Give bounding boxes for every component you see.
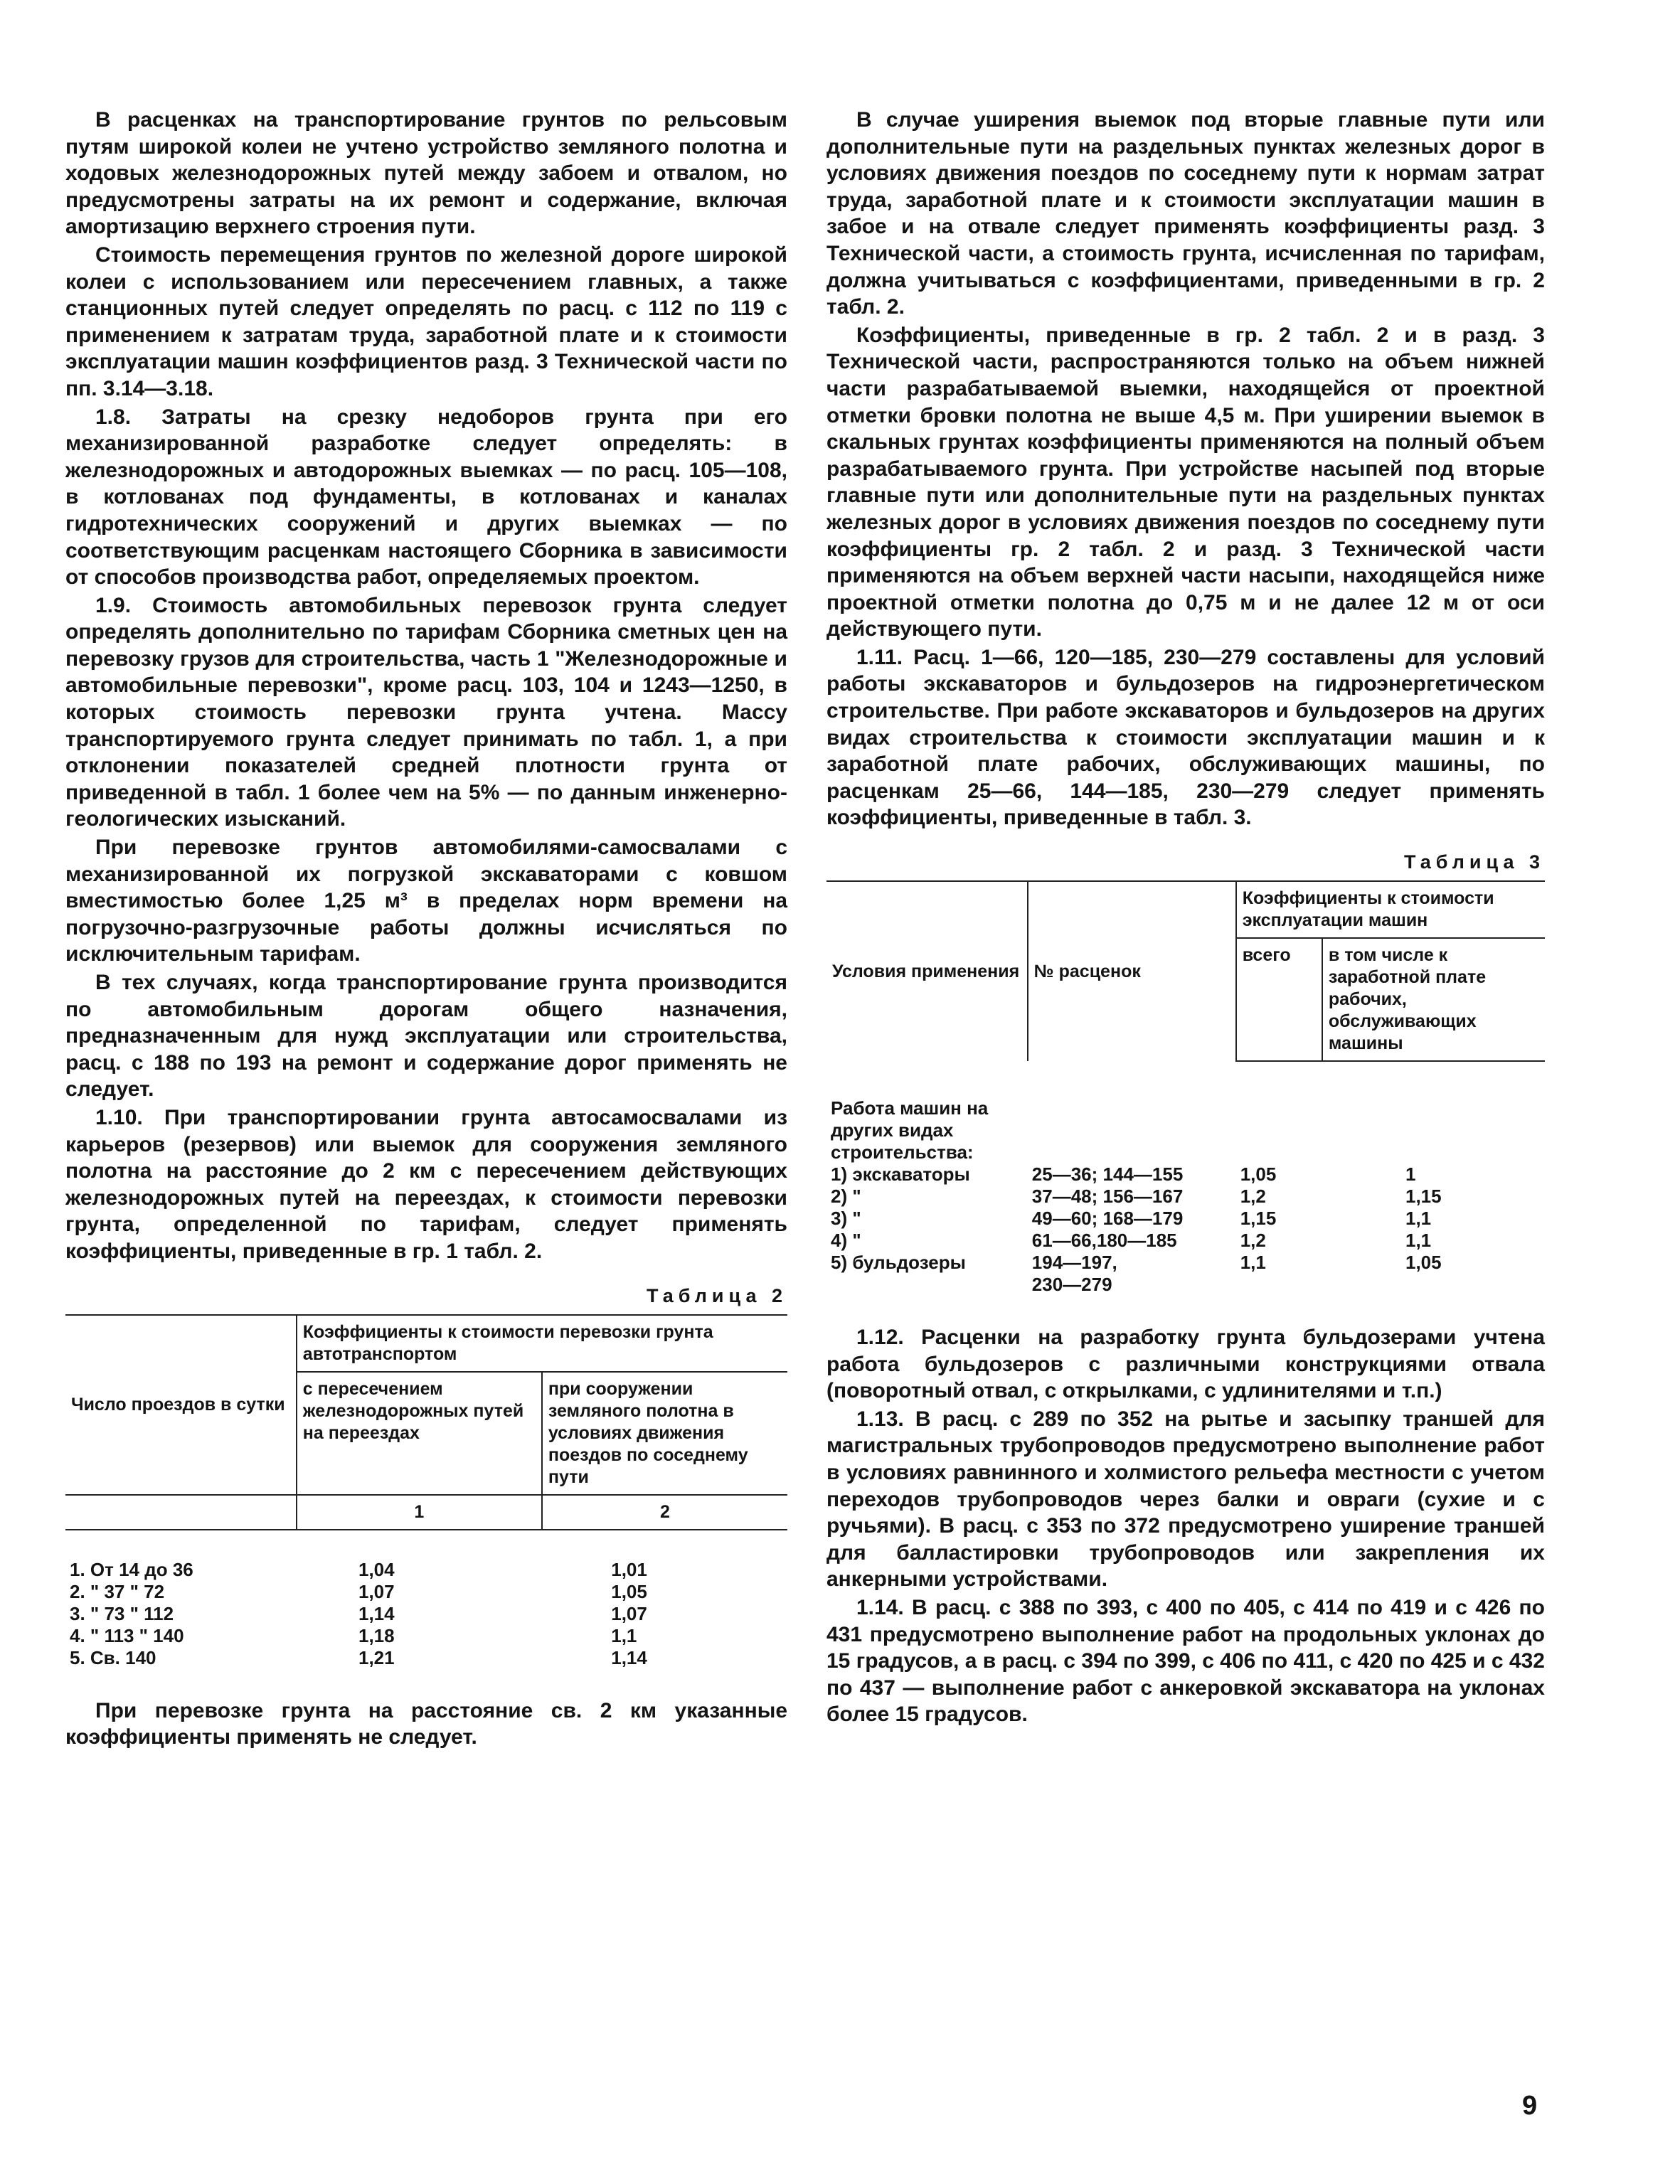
paragraph: При перевозке грунта на расстояние св. 2 км указанные коэффициенты применять не следует. [65, 1698, 787, 1749]
table-row: 3) " 49—60; 168—179 1,15 1,1 [831, 1208, 1432, 1230]
paragraph-1-13 [826, 1406, 1545, 1593]
clause-number: 1.8. [95, 405, 132, 429]
paragraph-1-9 [65, 592, 787, 833]
left-column [65, 107, 787, 1752]
paragraph-1-11 [826, 644, 1545, 831]
clause-text: Стоимость автомобильных перевозок грунта следует определять дополнительно по тарифам Сборника сметных цен на перевозку грузов для строительства, часть 1 "Железнодорожные и автомобильные перевозки", кроме расц. 103, 104 и 1243—1250, в которых стоимость перевозки грунта учтена. Массу транспортируемого грунта следует принимать по табл. 1, а при отклонении показателей средней плотности грунта от приведенной в табл. 1 более чем на 5% — по данным инженерно-геологических изысканий. [65, 593, 787, 831]
table3-header-nums: № расценок [1028, 881, 1236, 1061]
paragraph: Коэффициенты, приведенные в гр. 2 табл. 2 и в разд. 3 Технической части, распространяются только на объем нижней части разрабатываемой выемки, находящейся от проектной отметки бровки полотна не выше 4,5 м. При уширении выемок в скальных грунтах коэффициенты применяются на полный объем разрабатываемого грунта. При устройстве насыпей под вторые главные пути или дополнительные пути на раздельных пунктах железных дорог в условиях движения поездов по соседнему пути коэффициенты гр. 2 табл. 2 и разд. 3 Технической части применяются на объем верхней части насыпи, находящейся ниже проектной отметки полотна до 0,75 м и не далее 12 м от оси действующего пути. [826, 323, 1545, 641]
clause-text: При транспортировании грунта автосамосвалами из карьеров (резервов) или выемок для сооружения земляного полотна на расстояние до 2 км с пересечением действующих железнодорожных путей на переездах, к стоимости перевозки грунта, определенной по тарифам, следует применять коэффициенты, приведенные в гр. 1 табл. 2. [65, 1105, 788, 1263]
table-row: 4) " 61—66,180—185 1,2 1,1 [831, 1230, 1432, 1252]
clause-text: Расценки на разработку грунта бульдозерами учтена работа бульдозеров с различными конструкциями отвала (поворотный отвал, с открылками, с удлинителями и т.п.) [826, 1326, 1545, 1403]
clause-text: Расц. 1—66, 120—185, 230—279 составлены для условий работы экскаваторов и бульдозеров на гидроэнергетическом строительстве. При работе экскаваторов и бульдозеров на других видах строительства к стоимости эксплуатации машин и к заработной плате рабочих, обслуживающих машины, по расценкам 25—66, 144—185, 230—279 следует применять коэффициенты, приведенные в табл. 3. [826, 645, 1545, 830]
table-row: 1) экскаваторы 25—36; 144—155 1,05 1 [831, 1163, 1416, 1186]
table2-body [65, 1559, 787, 1669]
clause-text: В расц. с 289 по 352 на рытье и засыпку траншей для магистральных трубопроводов предусмотрено выполнение работ в условиях равнинного и холмистого рельефа местности с учетом переходов трубопроводов через балки и овраги (сухие и с ручьями). В расц. с 353 по 372 предусмотрено уширение траншей для балластировки трубопроводов или закрепления их анкерными устройствами. [826, 1407, 1545, 1592]
paragraph: В тех случаях, когда транспортирование грунта производится по автомобильным дорогам общего назначения, предназначенным для нужд эксплуатации или строительства, расц. с 188 по 193 на ремонт и содержание дорог применять не следует. [65, 971, 787, 1102]
paragraph-1-8 [65, 404, 787, 591]
table-row: 2. " 37 " 72 1,07 1,05 [70, 1580, 647, 1602]
clause-number: 1.11. [856, 645, 903, 669]
table3-header-incl: в том числе к заработной плате рабочих, обслуживающих машины [1322, 938, 1545, 1061]
clause-number: 1.14. [856, 1595, 904, 1619]
table2-col-number-1: 1 [297, 1495, 542, 1530]
table-row: 5. Св. 140 1,21 1,14 [70, 1646, 647, 1668]
paragraph-1-10 [65, 1104, 787, 1265]
paragraph: В расценках на транспортирование грунтов по рельсовым путям широкой колеи не учтено устройство земляного полотна и ходовых железнодорожных путей между забоем и отвалом, но предусмотрены затраты на их ремонт и содержание, включая амортизацию верхнего строения пути. [65, 108, 787, 239]
table2-header-rows: Число проездов в сутки [65, 1315, 297, 1495]
table3-section: Работа машин на других видах строительства: [831, 1097, 989, 1163]
clause-number: 1.13. [856, 1407, 904, 1431]
table2-caption: Таблица 2 [646, 1284, 787, 1306]
paragraph-1-12 [826, 1324, 1545, 1405]
table-row: 5) бульдозеры 194—197, 230—279 1,1 1,05 [831, 1252, 1442, 1296]
page-number: 9 [1522, 2091, 1538, 2121]
table2-header [65, 1314, 787, 1530]
paragraph: При перевозке грунтов автомобилями-самосвалами с механизированной их погрузкой экскаваторами с ковшом вместимостью более 1,25 м³ в пределах норм времени на погрузочно-разгрузочные работы должны исчисляться по исключительным тарифам. [65, 836, 787, 966]
table3-caption: Таблица 3 [1403, 851, 1545, 873]
table3-body [826, 1097, 1545, 1296]
clause-number: 1.9. [95, 593, 132, 617]
table3-header-all: всего [1236, 938, 1322, 1061]
table-row: 3. " 73 " 112 1,14 1,07 [70, 1602, 647, 1624]
table-row: 2) " 37—48; 156—167 1,2 1,15 [831, 1186, 1442, 1208]
table-row: 1. От 14 до 36 1,04 1,01 [70, 1558, 647, 1580]
table3-header-cond: Условия применения [826, 881, 1028, 1061]
table2-header-group: Коэффициенты к стоимости перевозки грунта автотранспортом [297, 1315, 787, 1372]
table-row: 4. " 113 " 140 1,18 1,1 [70, 1624, 637, 1646]
clause-number: 1.12. [856, 1326, 904, 1350]
table2-header-col1: с пересечением железнодорожных путей на переездах [297, 1372, 542, 1495]
table3-header-group: Коэффициенты к стоимости эксплуатации машин [1236, 881, 1545, 938]
clause-text: Затраты на срезку недоборов грунта при его механизированной разработке следует определять: в железнодорожных и автодорожных выемках — по расц. 105—108, в котлованах под фундаменты, в котлованах и каналах гидротехнических сооружений и других выемках — по соответствующим расценкам настоящего Сборника в зависимости от способов производства работ, определяемых проектом. [65, 405, 787, 590]
paragraph: В случае уширения выемок под вторые главные пути или дополнительные пути на раздельных пунктах железных дорог в условиях движения поездов по соседнему пути к нормам затрат труда, заработной плате и к стоимости эксплуатации машин в забое и на отвале следует применять коэффициенты разд. 3 Технической части, а стоимость грунта, исчисленная по тарифам, должна учитываться с коэффициентами, приведенными в гр. 2 табл. 2. [826, 108, 1545, 319]
table2-col-number-2: 2 [542, 1495, 787, 1530]
paragraph: Стоимость перемещения грунтов по железной дороге широкой колеи с использованием или пересечением главных, а также станционных путей следует определять по расц. с 112 по 119 с применением к затратам труда, заработной плате и к стоимости эксплуатации машин коэффициентов разд. 3 Технической части по пп. 3.14—3.18. [65, 243, 787, 400]
clause-text: В расц. с 388 по 393, с 400 по 405, с 414 по 419 и с 426 по 431 предусмотрено выполнение работ на продольных уклонах до 15 градусов, а в расц. с 394 по 399, с 406 по 411, с 420 по 425 и с 432 по 437 — выполнение работ с анкеровкой экскаватора на уклонах более 15 градусов. [826, 1595, 1545, 1727]
right-column [826, 107, 1545, 1730]
table3-header [826, 880, 1545, 1062]
clause-number: 1.10. [95, 1105, 143, 1129]
table2-header-col2: при сооружении земляного полотна в условиях движения поездов по соседнему пути [542, 1372, 787, 1495]
paragraph-1-14 [826, 1594, 1545, 1728]
